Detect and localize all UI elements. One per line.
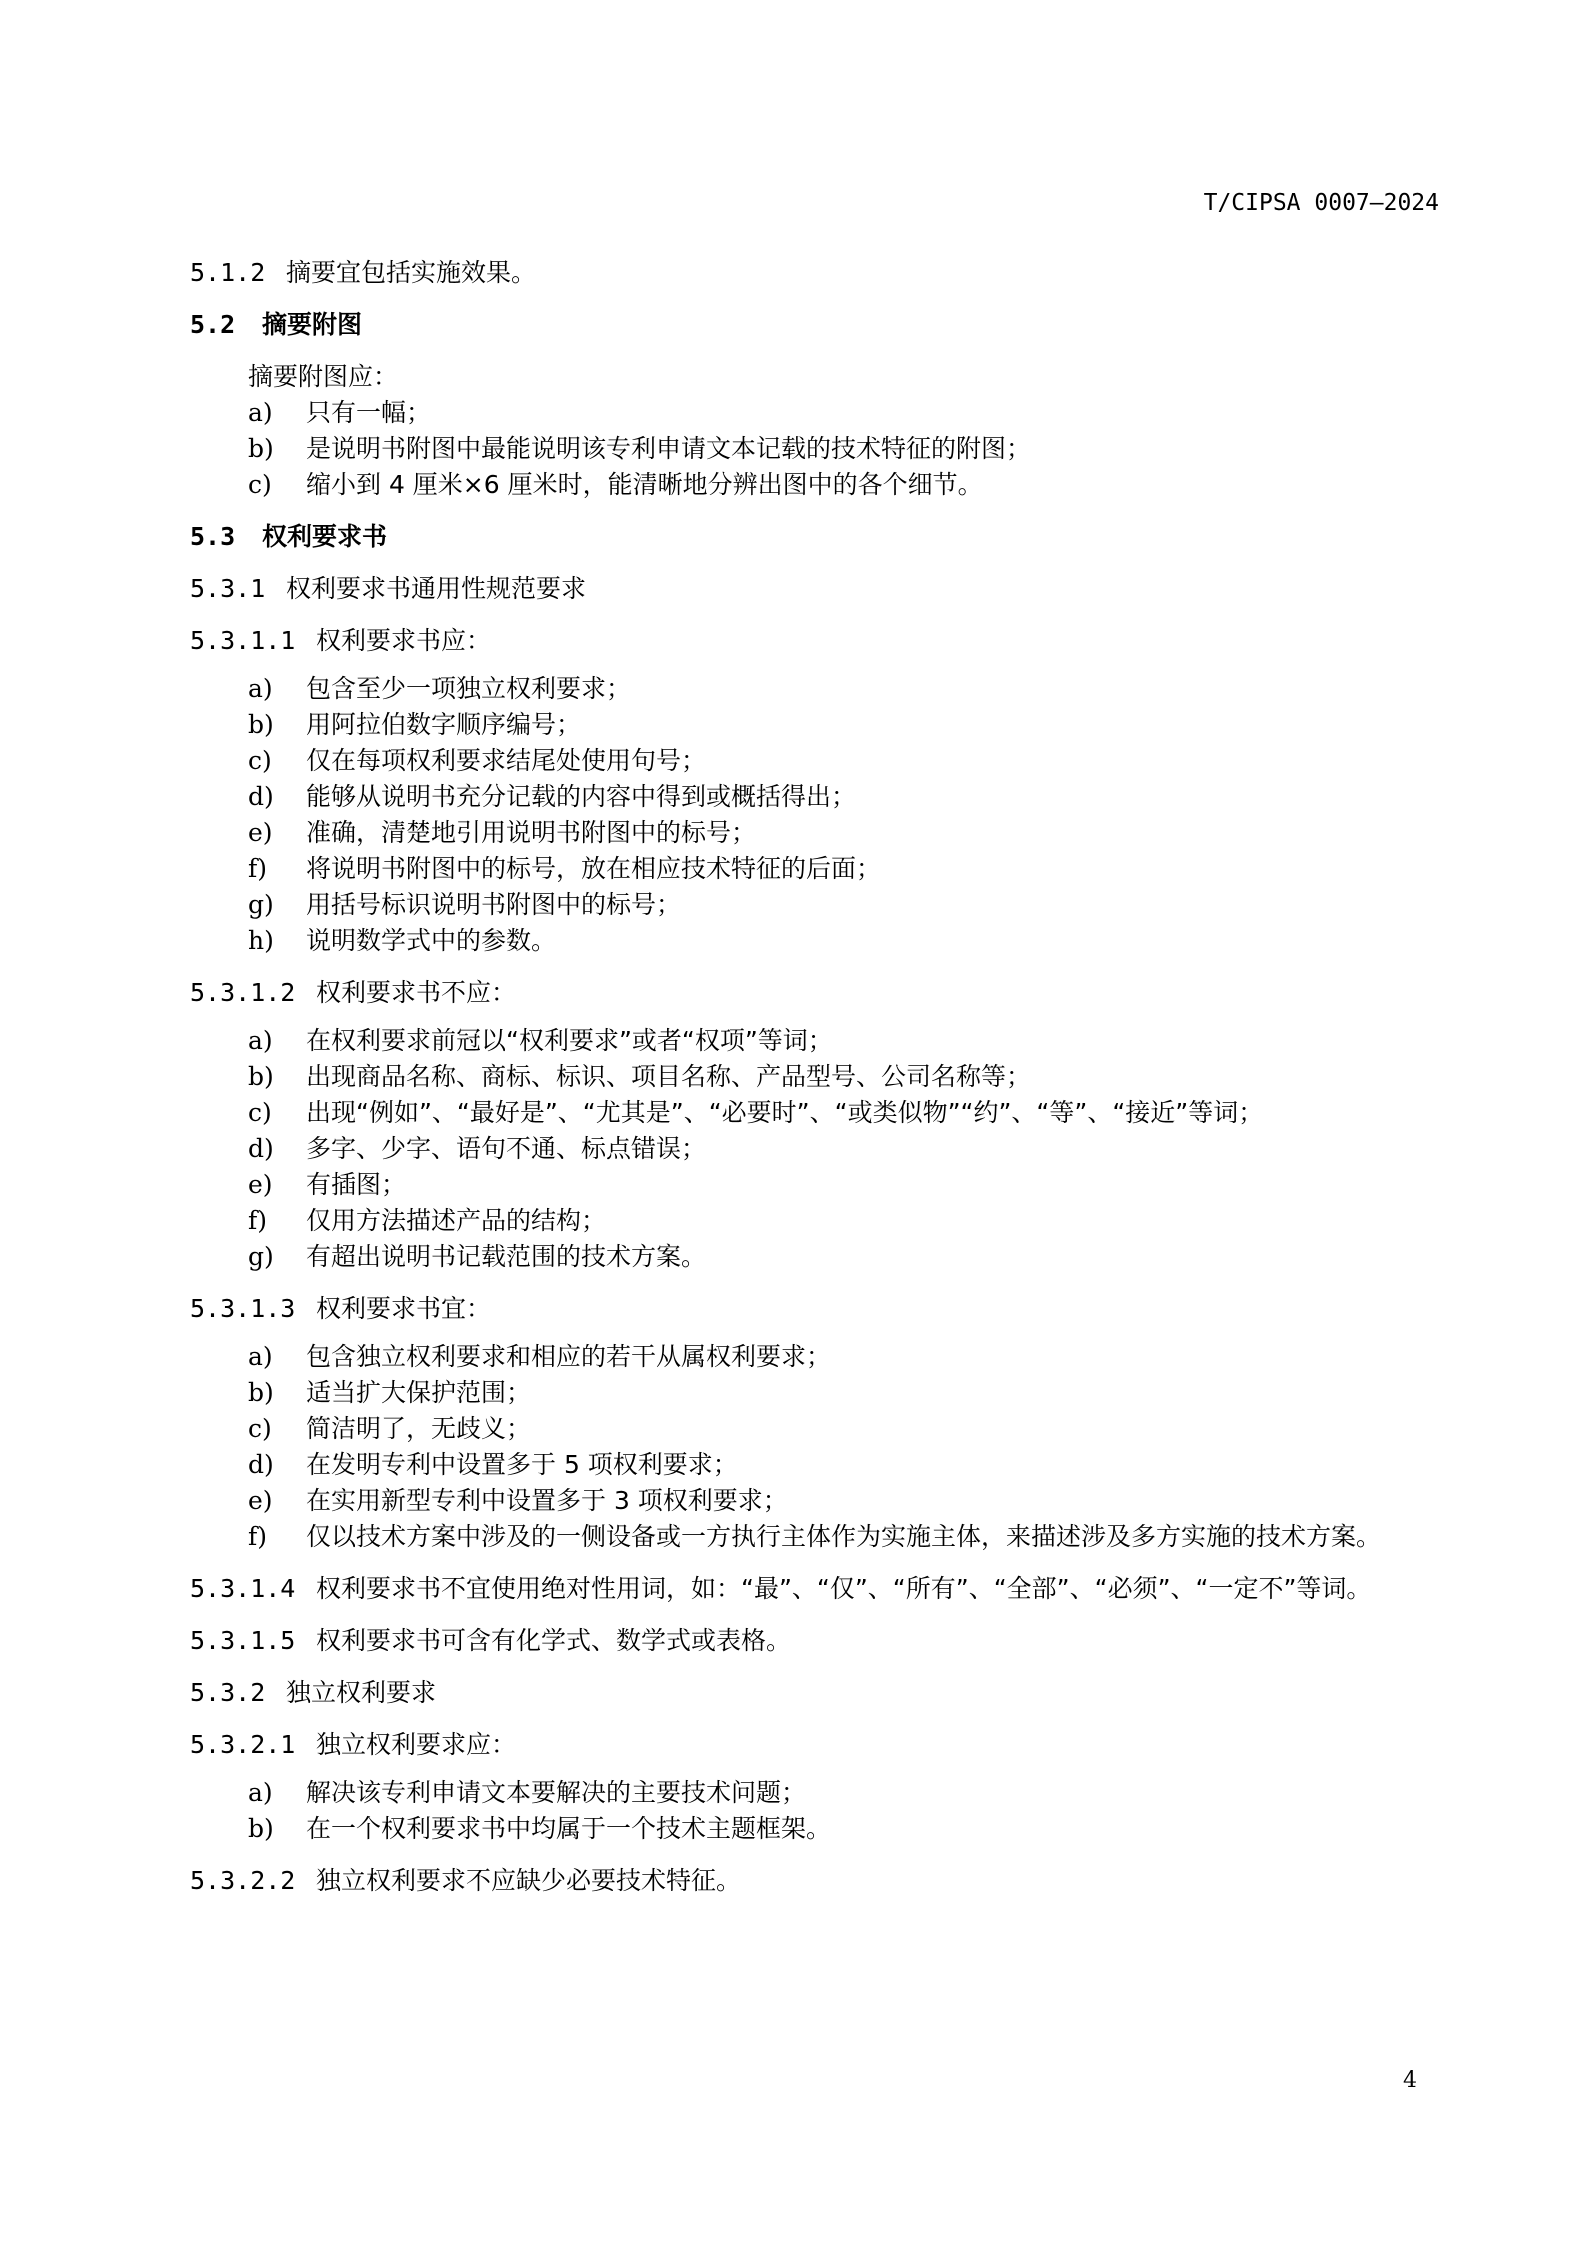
list-item — [190, 467, 1440, 503]
list-item — [190, 779, 1440, 815]
list-letter: a) — [248, 674, 273, 703]
list-5-3-1-3 — [190, 1339, 1440, 1555]
list-item — [190, 1375, 1440, 1411]
list-letter: a) — [248, 398, 273, 427]
list-letter: f) — [248, 1522, 268, 1551]
list-item — [190, 887, 1440, 923]
clause-text: 独立权利要求不应缺少必要技术特征。 — [316, 1866, 742, 1895]
list-text: 在实用新型专利中设置多于 3 项权利要求； — [306, 1486, 788, 1515]
clause-5-3-1-3 — [190, 1291, 1440, 1327]
clause-5-3-1 — [190, 571, 1440, 607]
list-item — [190, 1775, 1440, 1811]
section-number: 5.2 — [190, 310, 236, 339]
clause-number: 5.3.1.3 — [190, 1294, 296, 1323]
clause-text: 独立权利要求应： — [316, 1730, 517, 1759]
list-letter: g) — [248, 1242, 274, 1271]
list-letter: e) — [248, 1486, 273, 1515]
clause-text: 摘要宜包括实施效果。 — [286, 258, 537, 287]
clause-5-3-2-2 — [190, 1863, 1440, 1899]
list-item — [190, 1239, 1440, 1275]
list-letter: d) — [248, 782, 274, 811]
list-letter: c) — [248, 1414, 272, 1443]
list-letter: e) — [248, 1170, 273, 1199]
list-text: 用括号标识说明书附图中的标号； — [306, 890, 682, 919]
list-letter: f) — [248, 854, 268, 883]
list-item — [190, 1811, 1440, 1847]
clause-number: 5.1.2 — [190, 258, 266, 287]
list-item — [190, 1059, 1440, 1095]
clause-text: 权利要求书不宜使用绝对性用词，如：“最”、“仅”、“所有”、“全部”、“必须”、“一定不”等词。 — [316, 1574, 1372, 1603]
list-item — [190, 923, 1440, 959]
list-5-2 — [190, 395, 1440, 503]
document-body — [190, 255, 1440, 1899]
list-text: 有超出说明书记载范围的技术方案。 — [306, 1242, 707, 1271]
list-text: 在权利要求前冠以“权利要求”或者“权项”等词； — [306, 1026, 833, 1055]
clause-wrap — [190, 1571, 1440, 1607]
list-item — [190, 1023, 1440, 1059]
list-text: 包含至少一项独立权利要求； — [306, 674, 632, 703]
clause-5-3-1-2 — [190, 975, 1440, 1011]
list-text: 将说明书附图中的标号，放在相应技术特征的后面； — [306, 854, 882, 883]
list-letter: d) — [248, 1134, 274, 1163]
page-number: 4 — [1403, 2068, 1417, 2093]
list-text: 有插图； — [306, 1170, 407, 1199]
clause-text: 独立权利要求 — [286, 1678, 437, 1707]
section-number: 5.3 — [190, 522, 236, 551]
list-item — [190, 743, 1440, 779]
list-text: 只有一幅； — [306, 398, 432, 427]
list-letter: b) — [248, 1062, 274, 1091]
list-text: 准确，清楚地引用说明书附图中的标号； — [306, 818, 757, 847]
list-text: 是说明书附图中最能说明该专利申请文本记载的技术特征的附图； — [306, 434, 1032, 463]
clause-number: 5.3.1 — [190, 574, 266, 603]
list-text: 用阿拉伯数字顺序编号； — [306, 710, 582, 739]
list-text: 缩小到 4 厘米×6 厘米时，能清晰地分辨出图中的各个细节。 — [306, 470, 983, 499]
list-text: 包含独立权利要求和相应的若干从属权利要求； — [306, 1342, 832, 1371]
section-5-3-heading — [190, 519, 1440, 555]
list-letter: a) — [248, 1778, 273, 1807]
list-item — [190, 815, 1440, 851]
clause-text: 权利要求书可含有化学式、数学式或表格。 — [316, 1626, 792, 1655]
clause-number: 5.3.1.2 — [190, 978, 296, 1007]
section-5-2-lead: 摘要附图应： — [248, 362, 399, 391]
list-text: 仅在每项权利要求结尾处使用句号； — [306, 746, 707, 775]
section-5-2-heading — [190, 307, 1440, 343]
list-letter: a) — [248, 1342, 273, 1371]
list-text: 仅用方法描述产品的结构； — [306, 1206, 607, 1235]
list-letter: b) — [248, 1814, 274, 1843]
list-letter: d) — [248, 1450, 274, 1479]
list-item — [190, 707, 1440, 743]
list-item — [190, 1131, 1440, 1167]
list-text: 简洁明了，无歧义； — [306, 1414, 532, 1443]
list-text: 在一个权利要求书中均属于一个技术主题框架。 — [306, 1814, 832, 1843]
clause-5-3-1-5 — [190, 1623, 1440, 1659]
list-letter: g) — [248, 890, 274, 919]
list-letter: c) — [248, 470, 272, 499]
clause-text: 权利要求书通用性规范要求 — [286, 574, 587, 603]
clause-number: 5.3.2 — [190, 1678, 266, 1707]
list-item — [190, 1519, 1440, 1555]
list-text: 在发明专利中设置多于 5 项权利要求； — [306, 1450, 738, 1479]
list-letter: h) — [248, 926, 274, 955]
list-item — [190, 1167, 1440, 1203]
clause-5-3-1-1 — [190, 623, 1440, 659]
clause-5-3-2-1 — [190, 1727, 1440, 1763]
list-item — [190, 1483, 1440, 1519]
list-text: 说明数学式中的参数。 — [306, 926, 557, 955]
list-item — [190, 431, 1440, 467]
list-item — [190, 1411, 1440, 1447]
list-letter: b) — [248, 710, 274, 739]
clause-text: 权利要求书宜： — [316, 1294, 492, 1323]
clause-5-3-2 — [190, 1675, 1440, 1711]
list-item — [190, 1203, 1440, 1239]
section-title: 权利要求书 — [262, 522, 388, 551]
list-text: 能够从说明书充分记载的内容中得到或概括得出； — [306, 782, 857, 811]
list-item — [190, 395, 1440, 431]
list-text: 解决该专利申请文本要解决的主要技术问题； — [306, 1778, 807, 1807]
clause-text: 权利要求书应： — [316, 626, 492, 655]
clause-number: 5.3.2.2 — [190, 1866, 296, 1895]
list-letter: b) — [248, 1378, 274, 1407]
list-5-3-1-1 — [190, 671, 1440, 959]
clause-number: 5.3.1.1 — [190, 626, 296, 655]
list-text: 多字、少字、语句不通、标点错误； — [306, 1134, 707, 1163]
clause-5-3-1-4 — [190, 1571, 1440, 1607]
list-letter: e) — [248, 818, 273, 847]
clause-number: 5.3.1.4 — [190, 1574, 296, 1603]
clause-number: 5.3.2.1 — [190, 1730, 296, 1759]
list-item — [190, 851, 1440, 887]
list-letter: f) — [248, 1206, 268, 1235]
list-letter: a) — [248, 1026, 273, 1055]
clause-5-1-2 — [190, 255, 1440, 291]
list-text: 适当扩大保护范围； — [306, 1378, 532, 1407]
list-text: 出现商品名称、商标、标识、项目名称、产品型号、公司名称等； — [306, 1062, 1032, 1091]
list-letter: b) — [248, 434, 274, 463]
section-title: 摘要附图 — [262, 310, 363, 339]
list-item — [190, 671, 1440, 707]
document-code: T/CIPSA 0007—2024 — [1203, 190, 1439, 216]
list-5-3-2-1 — [190, 1775, 1440, 1847]
list-letter: c) — [248, 1098, 272, 1127]
clause-number: 5.3.1.5 — [190, 1626, 296, 1655]
list-item — [190, 1095, 1440, 1131]
list-letter: c) — [248, 746, 272, 775]
list-5-3-1-2 — [190, 1023, 1440, 1275]
list-text: 仅以技术方案中涉及的一侧设备或一方执行主体作为实施主体，来描述涉及多方实施的技术方案。 — [306, 1522, 1382, 1551]
list-item — [190, 1339, 1440, 1375]
list-item — [190, 1447, 1440, 1483]
list-text: 出现“例如”、“最好是”、“尤其是”、“必要时”、“或类似物”“约”、“等”、“接近”等词； — [306, 1098, 1264, 1127]
clause-text: 权利要求书不应： — [316, 978, 517, 1007]
